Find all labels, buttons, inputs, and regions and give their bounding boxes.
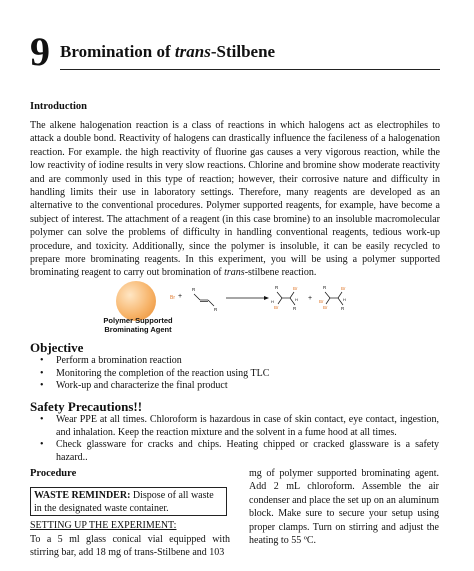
safety-item: • Check glassware for cracks and chips. Heating chipped or cracked glassware is a safety hazard.. <box>34 439 439 464</box>
polymer-label-line-1: Polymer Supported <box>103 316 173 325</box>
product1-r1-label: R <box>275 285 279 290</box>
safety-list <box>34 414 439 464</box>
objective-item: • Perform a bromination reaction <box>34 355 434 368</box>
intro-text: The alkene halogenation reaction is a class of reactions in which halogens act as electrophiles to attack a double bond. Reactivity of halogens can drastically influence the facileness of a halogenation reaction. For example. the high reactivity of fluorine gas causes a very vigorous reaction, while the low reactivity of iodine results in very slow reactions. Chlorine and bromine show moderate reactivity and are commonly used in this type of reaction; however, their corrosive nature and difficulty in handling limits their use in laboratory settings. Therefore, many reagents are developed as an alternative to the conventional procedures. Polymer supported reagents, for example, have become a subject of interest. The attachment of a reagent (in this case bromine) to an insoluble macromolecular polymer can solve the problems of difficulty in handling conventional reagents, tedious work-up procedure, and toxicity. Additionally, since the polymer is insoluble, it can be easily recycled to prepare more brominating reagents. In this experiment, you will be using a polymer supported brominating reagent to carry out bromination of <box>30 120 440 279</box>
product1-r2-label: R <box>293 306 297 311</box>
product2-r2-label: R <box>341 306 345 311</box>
bead-br-label: Br <box>170 295 175 301</box>
waste-reminder-label: WASTE REMINDER: <box>34 490 131 501</box>
objective-list <box>34 355 434 393</box>
stilbene-structure <box>194 294 214 306</box>
product2-r1-label: R <box>323 285 327 290</box>
chapter-header <box>30 29 440 74</box>
safety-item: • Wear PPE at all times. Chloroform is hazardous in case of skin contact, eye contact, ingestion, and inhalation. Keep the reaction mixture and the solvent in a fume hood at all times. <box>34 414 439 439</box>
title-suffix: -Stilbene <box>210 42 276 61</box>
title-prefix: Bromination of <box>60 42 175 61</box>
title-rule <box>60 69 440 70</box>
plus-sign-1: + <box>178 293 183 300</box>
polymer-label-line-2: Brominating Agent <box>104 325 172 334</box>
product1-h-right: H <box>295 297 298 302</box>
product1-br-top: Br <box>293 286 298 291</box>
chapter-number: 9 <box>30 29 50 74</box>
product2-br-bottom: Br <box>323 305 328 310</box>
title-italic: trans <box>174 42 211 61</box>
introduction-heading: Introduction <box>30 101 87 112</box>
procedure-heading: Procedure <box>30 468 77 479</box>
product-structure-1 <box>277 292 295 305</box>
setup-heading: SETTING UP THE EXPERIMENT: <box>30 520 177 531</box>
plus-sign-2: + <box>308 295 313 302</box>
safety-heading: Safety Precautions!! <box>30 399 143 414</box>
waste-reminder-text: Dispose of all waste in the designated waste container. <box>34 490 214 514</box>
reaction-scheme <box>112 278 362 330</box>
product1-h-left: H <box>271 299 274 304</box>
procedure-right-column: mg of polymer supported brominating agent. Add 2 mL chloroform. Assemble the air condenser and place the set up on an aluminum block. Make sure to secure your setup using proper clamps. Turn on stirring and adjust the heating to 55 ºC. <box>249 468 439 547</box>
chapter-title <box>60 42 275 62</box>
product-structure-2 <box>325 292 343 305</box>
objective-item: • Work-up and characterize the final product <box>34 380 434 393</box>
reaction-arrow <box>226 296 269 300</box>
product1-br-bottom: Br <box>274 305 279 310</box>
waste-reminder-box <box>30 487 227 516</box>
product2-h-right: H <box>343 297 346 302</box>
product2-br-left: Br <box>319 299 324 304</box>
intro-text-end: -stilbene reaction. <box>244 267 317 279</box>
product2-br-top: Br <box>341 286 346 291</box>
objective-item: • Monitoring the completion of the reaction using TLC <box>34 368 434 381</box>
objective-heading: Objective <box>30 340 84 355</box>
stilbene-r1-label: R <box>192 287 196 292</box>
intro-italic: trans <box>224 267 245 279</box>
stilbene-r2-label: R <box>214 307 218 312</box>
introduction-paragraph <box>30 119 440 280</box>
procedure-left-column: To a 5 ml glass conical vial equipped with stirring bar, add 18 mg of trans-Stilbene and 103 <box>30 534 230 559</box>
